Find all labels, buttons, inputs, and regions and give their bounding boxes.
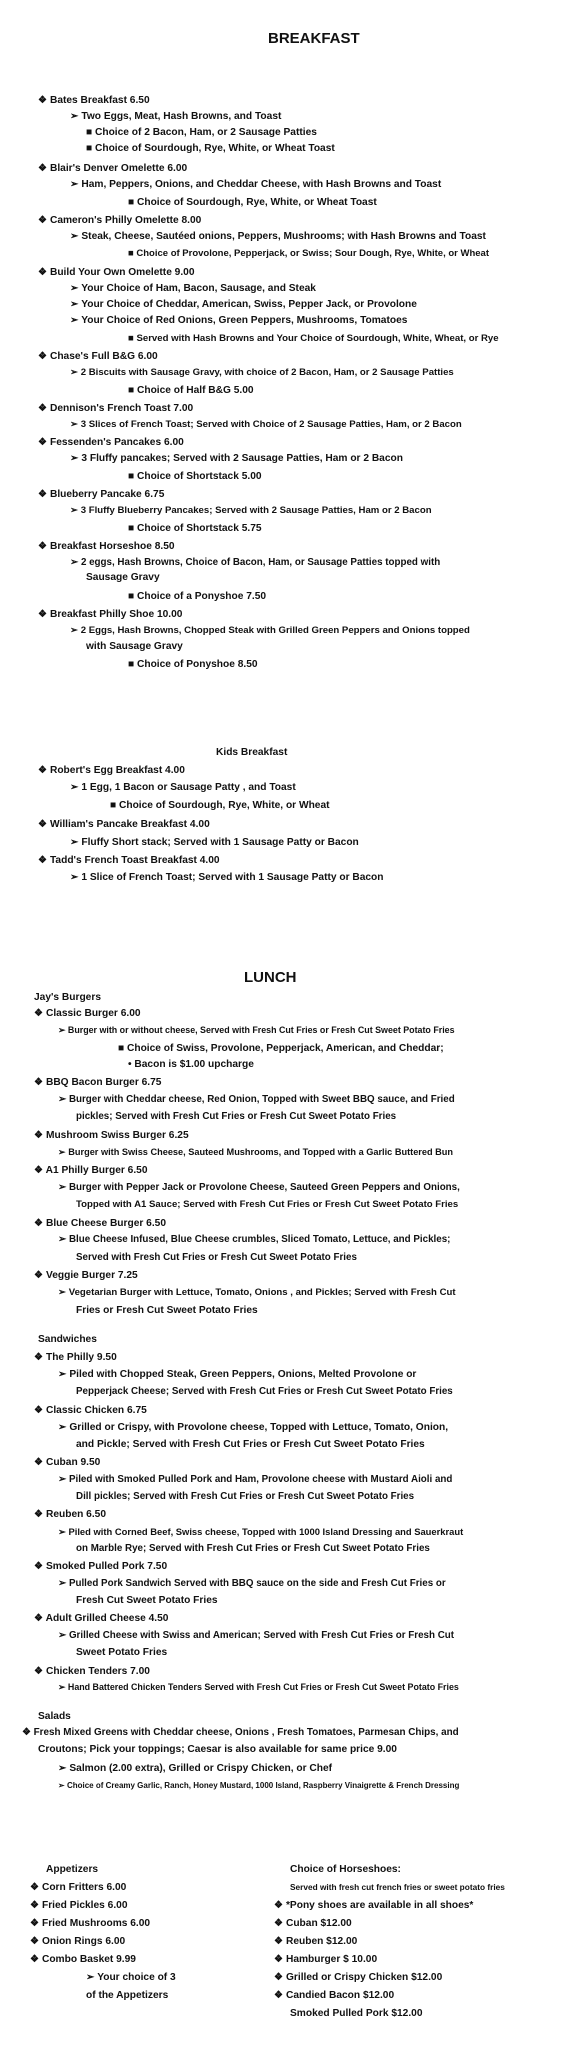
- line-text: of the Appetizers: [86, 1990, 169, 2001]
- bullet-glyph: ❖: [38, 765, 50, 776]
- bullet-glyph: ➢: [58, 1526, 69, 1537]
- bullet-glyph: ■: [128, 385, 137, 396]
- menu-line: [76, 1542, 430, 1555]
- line-text: Fluffy Short stack; Served with 1 Sausage Patty or Bacon: [81, 837, 359, 848]
- line-text: Breakfast Philly Shoe 10.00: [49, 609, 183, 620]
- menu-line: [34, 1560, 167, 1573]
- menu-line: [38, 214, 201, 227]
- line-text: Choice of a Ponyshoe 7.50: [136, 591, 267, 602]
- line-text: Hand Battered Chicken Tenders Served with Fresh Cut Fries or Fresh Cut Sweet Potato Fries: [67, 1682, 459, 1692]
- line-text: Vegetarian Burger with Lettuce, Tomato, Onions , and Pickles; Served with Fresh Cut: [68, 1287, 456, 1298]
- line-text: William's Pancake Breakfast 4.00: [49, 819, 210, 830]
- bullet-glyph: ❖: [34, 1457, 46, 1468]
- line-text: Robert's Egg Breakfast 4.00: [49, 765, 185, 776]
- line-text: Classic Burger 6.00: [45, 1008, 141, 1019]
- menu-line: [34, 1217, 166, 1230]
- bullet-glyph: ➢: [58, 1234, 69, 1245]
- bullet-glyph: ➢: [58, 1287, 69, 1298]
- bullet-glyph: ■: [128, 333, 137, 344]
- menu-line: [70, 366, 454, 379]
- bullet-glyph: ❖: [38, 819, 50, 830]
- menu-line: [38, 1743, 397, 1756]
- line-text: Grilled Cheese with Swiss and American; Served with Fresh Cut Fries or Fresh Cut: [68, 1630, 455, 1641]
- bullet-glyph: ➢: [70, 872, 82, 883]
- line-text: Sausage Gravy: [86, 572, 160, 583]
- bullet-glyph: ➢: [58, 1147, 69, 1157]
- menu-line: [70, 452, 403, 465]
- kids-heading: Kids Breakfast: [216, 747, 288, 758]
- line-text: Choice of Ponyshoe 8.50: [136, 659, 258, 670]
- menu-line: [34, 1612, 168, 1625]
- line-text: Pepperjack Cheese; Served with Fresh Cut Fries or Fresh Cut Sweet Potato Fries: [76, 1386, 453, 1397]
- bullet-glyph: ➢: [70, 557, 81, 568]
- menu-line: [34, 1164, 148, 1177]
- line-text: Pulled Pork Sandwich Served with BBQ sauce on the side and Fresh Cut Fries or: [68, 1578, 446, 1589]
- line-text: Reuben $12.00: [285, 1936, 358, 1947]
- menu-line: [70, 230, 486, 243]
- line-text: with Sausage Gravy: [86, 641, 183, 652]
- menu-line: [34, 1076, 161, 1089]
- line-text: Piled with Chopped Steak, Green Peppers, Onions, Melted Provolone or: [69, 1369, 417, 1380]
- bullet-glyph: ➢: [58, 1422, 70, 1433]
- line-text: Served with Fresh Cut Fries or Fresh Cut Sweet Potato Fries: [76, 1252, 357, 1263]
- line-text: Grilled or Crispy, with Provolone cheese, Topped with Lettuce, Tomato, Onion,: [69, 1422, 449, 1433]
- bullet-glyph: ➢: [86, 1972, 98, 1983]
- menu-line: [76, 1490, 414, 1503]
- line-text: BBQ Bacon Burger 6.75: [45, 1077, 162, 1088]
- line-text: Blueberry Pancake 6.75: [49, 489, 165, 500]
- bullet-glyph: ❖: [38, 351, 50, 362]
- line-text: Fried Pickles 6.00: [41, 1900, 128, 1911]
- menu-line: [76, 1438, 425, 1451]
- bullet-glyph: ❖: [34, 1130, 46, 1141]
- line-text: Fries or Fresh Cut Sweet Potato Fries: [76, 1305, 258, 1316]
- bullet-glyph: ❖: [34, 1561, 46, 1572]
- menu-line: [22, 1726, 459, 1739]
- menu-line: [34, 1351, 117, 1364]
- bullet-glyph: ❖: [38, 267, 50, 278]
- menu-line: [274, 1971, 442, 1984]
- bullet-glyph: ■: [128, 659, 137, 670]
- line-text: Served with fresh cut french fries or sweet potato fries: [290, 1882, 505, 1892]
- line-text: 3 Fluffy Blueberry Pancakes; Served with 2 Sausage Patties, Ham or 2 Bacon: [80, 505, 432, 516]
- line-text: Ham, Peppers, Onions, and Cheddar Cheese, with Hash Browns and Toast: [81, 179, 442, 190]
- line-text: Cuban 9.50: [45, 1457, 101, 1468]
- line-text: Bacon is $1.00 upcharge: [134, 1059, 254, 1070]
- menu-line: [70, 282, 316, 295]
- line-text: 1 Slice of French Toast; Served with 1 Sausage Patty or Bacon: [81, 872, 384, 883]
- line-text: Two Eggs, Meat, Hash Browns, and Toast: [81, 111, 282, 122]
- line-text: Onion Rings 6.00: [41, 1936, 126, 1947]
- menu-line: [58, 1024, 455, 1037]
- line-text: Piled with Smoked Pulled Pork and Ham, Provolone cheese with Mustard Aioli and: [68, 1474, 453, 1485]
- menu-line: [128, 1058, 254, 1071]
- bullet-glyph: ❖: [30, 1900, 42, 1911]
- line-text: Cameron's Philly Omelette 8.00: [49, 215, 202, 226]
- bullet-glyph: ❖: [34, 1509, 46, 1520]
- menu-line: [76, 1110, 396, 1123]
- bullet-glyph: ➢: [70, 179, 82, 190]
- line-text: Choice of Creamy Garlic, Ranch, Honey Mustard, 1000 Island, Raspberry Vinaigrette & French Dressing: [66, 1781, 460, 1790]
- line-text: Dennison's French Toast 7.00: [49, 403, 194, 414]
- menu-line: [58, 1577, 446, 1590]
- menu-line: [38, 436, 184, 449]
- line-text: Your Choice of Ham, Bacon, Sausage, and Steak: [81, 283, 316, 294]
- bullet-glyph: ❖: [38, 95, 50, 106]
- bullet-glyph: ❖: [38, 489, 50, 500]
- bullet-glyph: ➢: [58, 1630, 69, 1641]
- bullet-glyph: ❖: [38, 855, 50, 866]
- line-text: Burger with Cheddar cheese, Red Onion, Topped with Sweet BBQ sauce, and Fried: [68, 1094, 455, 1105]
- line-text: *Pony shoes are available in all shoes*: [285, 1900, 474, 1911]
- line-text: Sweet Potato Fries: [76, 1647, 168, 1658]
- menu-line: [70, 314, 407, 327]
- menu-line: [34, 1129, 189, 1142]
- menu-line: [58, 1181, 460, 1194]
- bullet-glyph: ➢: [70, 782, 82, 793]
- line-text: Bates Breakfast 6.50: [49, 95, 150, 106]
- bullet-glyph: ❖: [274, 1990, 286, 2001]
- menu-line: [34, 1456, 100, 1469]
- menu-line: [58, 1629, 454, 1642]
- menu-line: [86, 126, 317, 139]
- bullet-glyph: ➢: [58, 1182, 69, 1193]
- menu-line: [86, 1971, 176, 1984]
- bullet-glyph: ➢: [70, 299, 82, 310]
- menu-line: [86, 142, 335, 155]
- line-text: Hamburger $ 10.00: [285, 1954, 378, 1965]
- menu-line: [58, 1286, 456, 1299]
- line-text: Reuben 6.50: [45, 1509, 106, 1520]
- line-text: Blue Cheese Infused, Blue Cheese crumbles, Sliced Tomato, Lettuce, and Pickles;: [68, 1234, 451, 1245]
- bullet-glyph: ❖: [38, 403, 50, 414]
- menu-line: [34, 1007, 141, 1020]
- bullet-glyph: ■: [128, 248, 137, 259]
- menu-line: [70, 871, 384, 884]
- menu-line: [86, 571, 160, 584]
- bullet-glyph: ❖: [30, 1882, 42, 1893]
- line-text: Your Choice of Cheddar, American, Swiss, Pepper Jack, or Provolone: [81, 299, 417, 310]
- menu-line: [118, 1042, 444, 1055]
- burgers-heading: Jay's Burgers: [34, 992, 101, 1003]
- line-text: Blair's Denver Omelette 6.00: [49, 163, 188, 174]
- menu-line: [128, 196, 377, 209]
- bullet-glyph: ❖: [274, 1972, 286, 1983]
- line-text: Veggie Burger 7.25: [45, 1270, 138, 1281]
- line-text: Combo Basket 9.99: [41, 1954, 136, 1965]
- line-text: Choice of Sourdough, Rye, White, or Wheat: [118, 800, 330, 811]
- menu-line: [58, 1762, 332, 1775]
- bullet-glyph: ■: [110, 800, 119, 811]
- menu-line: [38, 818, 210, 831]
- bullet-glyph: ➢: [58, 1763, 70, 1774]
- menu-line: [38, 162, 187, 175]
- bullet-glyph: ❖: [34, 1165, 46, 1176]
- bullet-glyph: ❖: [30, 1918, 42, 1929]
- menu-line: [274, 1917, 352, 1930]
- line-text: 2 Eggs, Hash Browns, Chopped Steak with Grilled Green Peppers and Onions topped: [80, 625, 470, 636]
- lunch-heading: LUNCH: [244, 969, 297, 986]
- line-text: Your Choice of Red Onions, Green Peppers, Mushrooms, Tomatoes: [81, 315, 408, 326]
- menu-line: [128, 470, 262, 483]
- bullet-glyph: •: [128, 1059, 135, 1070]
- bullet-glyph: ❖: [38, 437, 50, 448]
- bullet-glyph: ❖: [38, 163, 50, 174]
- menu-line: [58, 1779, 459, 1792]
- menu-line: [70, 781, 296, 794]
- line-text: Cuban $12.00: [285, 1918, 352, 1929]
- bullet-glyph: ❖: [274, 1900, 286, 1911]
- line-text: Breakfast Horseshoe 8.50: [49, 541, 175, 552]
- menu-line: [70, 298, 417, 311]
- line-text: pickles; Served with Fresh Cut Fries or Fresh Cut Sweet Potato Fries: [76, 1111, 397, 1122]
- line-text: Classic Chicken 6.75: [45, 1405, 147, 1416]
- bullet-glyph: ❖: [38, 609, 50, 620]
- menu-line: [128, 384, 254, 397]
- menu-line: [58, 1233, 450, 1246]
- menu-line: [30, 1881, 126, 1894]
- menu-line: [30, 1953, 136, 1966]
- bullet-glyph: ➢: [70, 315, 82, 326]
- menu-line: [30, 1917, 150, 1930]
- bullet-glyph: ➢: [70, 283, 82, 294]
- line-text: Smoked Pulled Pork 7.50: [45, 1561, 168, 1572]
- menu-line: [34, 1508, 106, 1521]
- line-text: Choice of Shortstack 5.75: [136, 523, 262, 534]
- menu-line: [76, 1251, 357, 1264]
- line-text: Fresh Mixed Greens with Cheddar cheese, Onions , Fresh Tomatoes, Parmesan Chips, and: [33, 1727, 459, 1738]
- menu-line: [70, 836, 359, 849]
- menu-line: [38, 764, 185, 777]
- bullet-glyph: ❖: [38, 541, 50, 552]
- menu-line: [128, 332, 499, 345]
- line-text: Grilled or Crispy Chicken $12.00: [285, 1972, 443, 1983]
- menu-line: [128, 522, 262, 535]
- menu-line: [290, 1881, 505, 1894]
- menu-line: [38, 488, 164, 501]
- menu-line: [76, 1594, 218, 1607]
- line-text: Your choice of 3: [97, 1972, 176, 1983]
- line-text: Piled with Corned Beef, Swiss cheese, Topped with 1000 Island Dressing and Sauerkraut: [68, 1526, 464, 1537]
- menu-line: [76, 1385, 453, 1398]
- menu-line: [70, 504, 432, 517]
- menu-line: [128, 590, 266, 603]
- menu-line: [274, 1989, 394, 2002]
- bullet-glyph: ■: [86, 143, 95, 154]
- line-text: Salmon (2.00 extra), Grilled or Crispy Chicken, or Chef: [69, 1763, 333, 1774]
- bullet-glyph: ❖: [274, 1936, 286, 1947]
- bullet-glyph: ❖: [34, 1008, 46, 1019]
- menu-line: [128, 658, 258, 671]
- menu-line: [58, 1368, 416, 1381]
- bullet-glyph: ➢: [70, 231, 82, 242]
- menu-line: [70, 418, 462, 431]
- bullet-glyph: ➢: [58, 1094, 69, 1105]
- menu-line: [30, 1899, 127, 1912]
- bullet-glyph: ➢: [70, 419, 81, 430]
- bullet-glyph: ❖: [30, 1954, 42, 1965]
- line-text: 2 eggs, Hash Browns, Choice of Bacon, Ham, or Sausage Patties topped with: [80, 557, 441, 568]
- menu-line: [58, 1146, 453, 1159]
- line-text: Burger with Swiss Cheese, Sauteed Mushrooms, and Topped with a Garlic Buttered Bun: [68, 1147, 454, 1157]
- bullet-glyph: ■: [128, 197, 137, 208]
- bullet-glyph: ➢: [70, 837, 82, 848]
- menu-line: [58, 1093, 455, 1106]
- line-text: Fried Mushrooms 6.00: [41, 1918, 151, 1929]
- line-text: Adult Grilled Cheese 4.50: [45, 1613, 169, 1624]
- menu-line: [274, 1953, 377, 1966]
- menu-line: [38, 540, 175, 553]
- line-text: Croutons; Pick your toppings; Caesar is also available for same price 9.00: [38, 1744, 397, 1755]
- bullet-glyph: ➢: [58, 1682, 68, 1692]
- line-text: Choice of Swiss, Provolone, Pepperjack, American, and Cheddar;: [126, 1043, 444, 1054]
- bullet-glyph: ➢: [58, 1578, 69, 1589]
- line-text: Chase's Full B&G 6.00: [49, 351, 158, 362]
- line-text: Choice of Sourdough, Rye, White, or Wheat Toast: [136, 197, 377, 208]
- line-text: Choice of 2 Bacon, Ham, or 2 Sausage Patties: [94, 127, 317, 138]
- bullet-glyph: ➢: [58, 1369, 70, 1380]
- menu-line: [58, 1421, 448, 1434]
- menu-line: [58, 1681, 459, 1694]
- bullet-glyph: ❖: [34, 1218, 46, 1229]
- line-text: Choice of Provolone, Pepperjack, or Swiss; Sour Dough, Rye, White, or Wheat: [136, 248, 489, 259]
- line-text: Burger with Pepper Jack or Provolone Cheese, Sauteed Green Peppers and Onions,: [68, 1182, 460, 1193]
- salads-heading: Salads: [38, 1711, 71, 1722]
- menu-line: [38, 608, 182, 621]
- bullet-glyph: ❖: [30, 1936, 42, 1947]
- menu-line: [76, 1304, 258, 1317]
- line-text: Tadd's French Toast Breakfast 4.00: [49, 855, 220, 866]
- line-text: Served with Hash Browns and Your Choice of Sourdough, White, Wheat, or Rye: [136, 333, 499, 344]
- bullet-glyph: ■: [118, 1043, 127, 1054]
- line-text: Fessenden's Pancakes 6.00: [49, 437, 184, 448]
- bullet-glyph: ❖: [274, 1918, 286, 1929]
- menu-line: [30, 1935, 125, 1948]
- menu-line: [86, 640, 183, 653]
- bullet-glyph: ■: [128, 471, 137, 482]
- bullet-glyph: ➢: [70, 367, 81, 378]
- line-text: Blue Cheese Burger 6.50: [45, 1218, 167, 1229]
- bullet-glyph: ❖: [34, 1077, 46, 1088]
- bullet-glyph: ■: [86, 127, 95, 138]
- menu-line: [128, 247, 489, 260]
- line-text: on Marble Rye; Served with Fresh Cut Fries or Fresh Cut Sweet Potato Fries: [76, 1543, 430, 1554]
- line-text: Build Your Own Omelette 9.00: [49, 267, 195, 278]
- menu-line: [70, 110, 281, 123]
- line-text: Dill pickles; Served with Fresh Cut Fries or Fresh Cut Sweet Potato Fries: [76, 1491, 415, 1502]
- line-text: and Pickle; Served with Fresh Cut Fries or Fresh Cut Sweet Potato Fries: [76, 1439, 425, 1450]
- line-text: Chicken Tenders 7.00: [45, 1666, 150, 1677]
- line-text: 2 Biscuits with Sausage Gravy, with choice of 2 Bacon, Ham, or 2 Sausage Patties: [80, 367, 454, 378]
- line-text: Corn Fritters 6.00: [41, 1882, 127, 1893]
- menu-line: [38, 402, 193, 415]
- line-text: Smoked Pulled Pork $12.00: [290, 2008, 423, 2019]
- bullet-glyph: ➢: [70, 625, 81, 636]
- line-text: Topped with A1 Sauce; Served with Fresh Cut Fries or Fresh Cut Sweet Potato Fries: [76, 1199, 459, 1210]
- menu-line: [76, 1646, 167, 1659]
- line-text: 3 Slices of French Toast; Served with Choice of 2 Sausage Patties, Ham, or 2 Bacon: [80, 419, 462, 430]
- menu-line: [34, 1404, 147, 1417]
- bullet-glyph: ➢: [70, 111, 82, 122]
- line-text: Choice of Sourdough, Rye, White, or Wheat Toast: [94, 143, 335, 154]
- bullet-glyph: ❖: [34, 1613, 46, 1624]
- line-text: Candied Bacon $12.00: [285, 1990, 395, 2001]
- line-text: The Philly 9.50: [45, 1352, 117, 1363]
- line-text: Choice of Shortstack 5.00: [136, 471, 262, 482]
- bullet-glyph: ➢: [70, 505, 81, 516]
- menu-line: [38, 266, 195, 279]
- bullet-glyph: ❖: [34, 1405, 46, 1416]
- line-text: 3 Fluffy pancakes; Served with 2 Sausage Patties, Ham or 2 Bacon: [81, 453, 403, 464]
- bullet-glyph: ➢: [58, 1474, 69, 1485]
- menu-line: [70, 624, 470, 637]
- bullet-glyph: ■: [128, 523, 137, 534]
- menu-line: [274, 1899, 473, 1912]
- line-text: Burger with or without cheese, Served with Fresh Cut Fries or Fresh Cut Sweet Potato Fries: [67, 1025, 455, 1035]
- bullet-glyph: ❖: [34, 1666, 46, 1677]
- line-text: Mushroom Swiss Burger 6.25: [45, 1130, 189, 1141]
- menu-line: [38, 350, 158, 363]
- menu-line: [86, 1989, 168, 2002]
- menu-line: [38, 94, 150, 107]
- bullet-glyph: ■: [128, 591, 137, 602]
- bullet-glyph: ❖: [34, 1352, 46, 1363]
- menu-line: [290, 2007, 423, 2020]
- line-text: Steak, Cheese, Sautéed onions, Peppers, Mushrooms; with Hash Browns and Toast: [81, 231, 486, 242]
- breakfast-heading: BREAKFAST: [268, 30, 360, 47]
- horseshoes-heading: Choice of Horseshoes:: [290, 1864, 401, 1875]
- line-text: Choice of Half B&G 5.00: [136, 385, 254, 396]
- menu-line: [58, 1473, 452, 1486]
- menu-line: [58, 1525, 463, 1538]
- menu-line: [274, 1935, 357, 1948]
- menu-line: [70, 556, 440, 569]
- line-text: A1 Philly Burger 6.50: [45, 1165, 148, 1176]
- bullet-glyph: ➢: [58, 1781, 67, 1790]
- appetizers-heading: Appetizers: [46, 1864, 99, 1875]
- bullet-glyph: ➢: [58, 1025, 68, 1035]
- menu-line: [38, 854, 220, 867]
- menu-line: [34, 1665, 150, 1678]
- line-text: Fresh Cut Sweet Potato Fries: [76, 1595, 218, 1606]
- bullet-glyph: ❖: [38, 215, 50, 226]
- bullet-glyph: ❖: [22, 1727, 34, 1738]
- bullet-glyph: ❖: [274, 1954, 286, 1965]
- bullet-glyph: ➢: [70, 453, 82, 464]
- menu-line: [110, 799, 330, 812]
- menu-line: [70, 178, 441, 191]
- line-text: 1 Egg, 1 Bacon or Sausage Patty , and Toast: [81, 782, 296, 793]
- sandwiches-heading: Sandwiches: [38, 1334, 97, 1345]
- menu-line: [34, 1269, 138, 1282]
- menu-line: [76, 1198, 458, 1211]
- bullet-glyph: ❖: [34, 1270, 46, 1281]
